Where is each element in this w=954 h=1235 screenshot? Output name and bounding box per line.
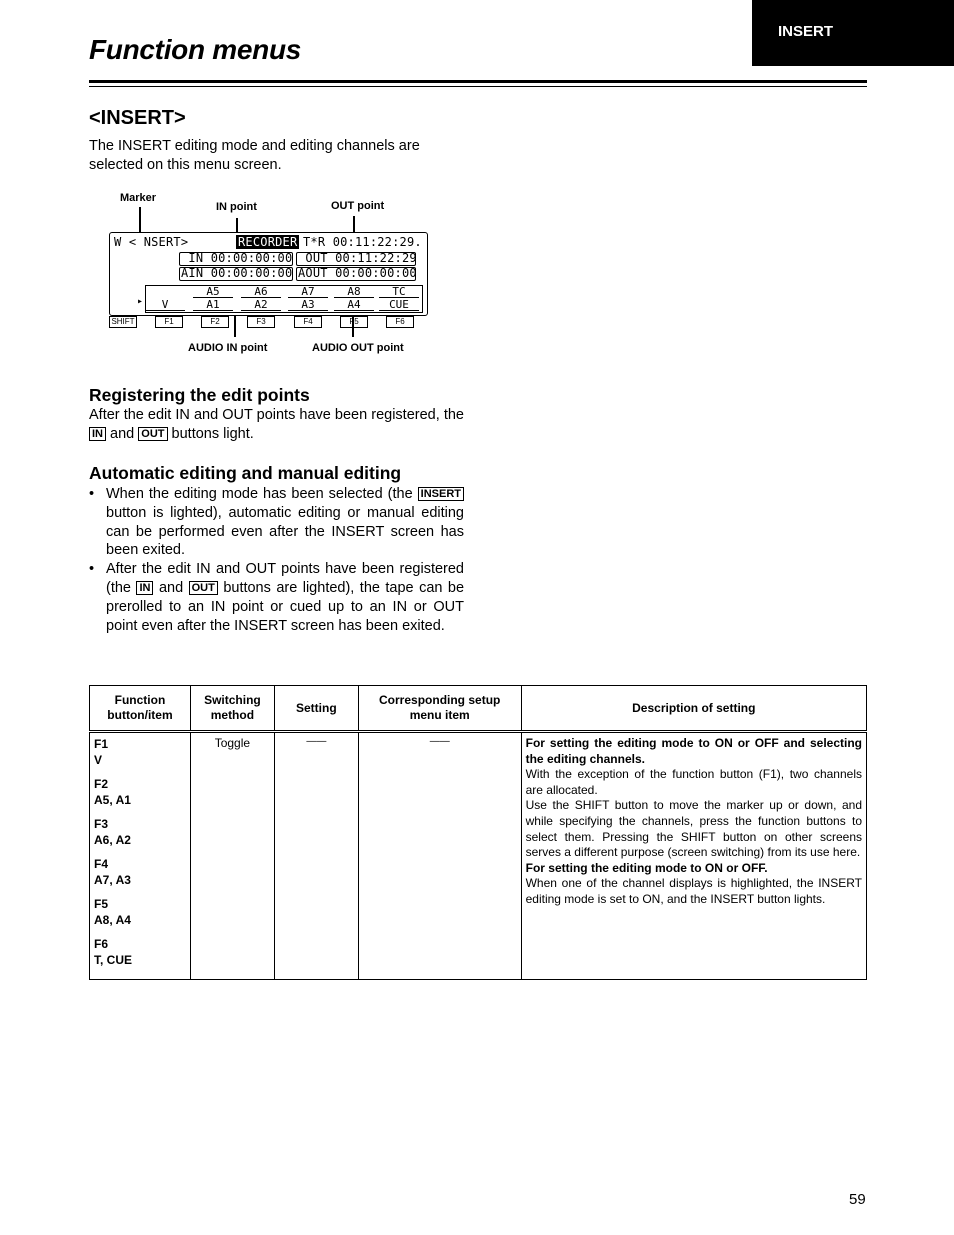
f3-key[interactable]: F3	[247, 316, 275, 328]
bullet-item	[89, 485, 464, 560]
description-cell	[521, 732, 866, 980]
function-channel: A6, A2	[94, 833, 131, 847]
bullet2-and: and	[158, 579, 184, 596]
function-channel: V	[94, 753, 103, 767]
function-channel: T, CUE	[94, 953, 133, 967]
bullet-item	[89, 560, 464, 635]
desc-p2: Use the SHIFT button to move the marker up or down, and while specifying the channels, press the function buttons to select them. Pressing the SHIFT button on other screens serves a different purpose (screen switching) from its use here.	[525, 798, 862, 860]
section-title: <INSERT>	[89, 107, 186, 129]
function-item	[94, 936, 186, 968]
switching-cell: Toggle	[190, 732, 274, 980]
registering-and: and	[110, 426, 135, 442]
function-channel: A5, A1	[94, 793, 131, 807]
in-button-label: IN	[89, 427, 106, 441]
f1-key[interactable]: F1	[155, 316, 183, 328]
function-item	[94, 856, 186, 888]
automatic-bullets	[89, 485, 464, 635]
f4-key[interactable]: F4	[294, 316, 322, 328]
function-key: F1	[94, 737, 109, 751]
table-row	[90, 732, 867, 980]
automatic-heading: Automatic editing and manual editing	[89, 463, 402, 483]
setting-cell	[274, 732, 358, 980]
lcd-screen	[109, 232, 428, 316]
marker-glyph: ▸	[137, 296, 144, 307]
in-point-label: IN point	[216, 201, 257, 213]
out-button-label: OUT	[189, 581, 218, 595]
f5-key[interactable]: F5	[340, 316, 368, 328]
shift-key[interactable]: SHIFT	[109, 316, 137, 328]
registering-text	[89, 406, 464, 444]
in-button-label: IN	[136, 581, 153, 595]
out-point-label: OUT point	[331, 200, 385, 212]
page-number: 59	[849, 1191, 866, 1208]
channel-bottom-6: CUE	[379, 299, 419, 311]
channel-top-3: A6	[241, 286, 281, 298]
registering-heading: Registering the edit points	[89, 385, 310, 405]
desc-p1: With the exception of the function button (F1), two channels are allocated.	[525, 767, 862, 797]
f2-key[interactable]: F2	[201, 316, 229, 328]
channel-bottom-5: A4	[334, 299, 374, 311]
section-tab-label: INSERT	[778, 23, 834, 40]
bullet1-after: button is lighted), automatic editing or manual editing can be performed even after the INSERT screen has been exited.	[106, 504, 464, 559]
bullet1-before: When the editing mode has been selected (the	[106, 486, 413, 502]
channel-bottom-3: A2	[241, 299, 281, 311]
function-key: F2	[94, 777, 109, 791]
registering-text-after: buttons light.	[171, 426, 254, 442]
in-point-value: IN 00:00:00:00	[181, 251, 293, 265]
screen-mode-text: W < NSERT>	[114, 235, 189, 249]
out-button-label: OUT	[138, 427, 167, 441]
intro-text: The INSERT editing mode and editing channels are selected on this menu screen.	[89, 138, 420, 173]
col-header-setting: Setting	[274, 686, 358, 732]
channel-bottom-1: V	[145, 299, 185, 311]
function-table	[89, 685, 867, 980]
setup-item-dash: ——	[429, 736, 450, 747]
marker-label: Marker	[120, 192, 157, 204]
function-item	[94, 776, 186, 808]
function-channel: A8, A4	[94, 913, 131, 927]
channel-top-2: A5	[193, 286, 233, 298]
recorder-timecode: T*R 00:11:22:29.	[303, 235, 422, 249]
col-header-description: Description of setting	[521, 686, 866, 732]
channel-bottom-4: A3	[288, 299, 328, 311]
function-items-cell	[90, 732, 191, 980]
function-item	[94, 896, 186, 928]
bullet-dot: •	[89, 486, 95, 502]
setting-dash: ——	[306, 736, 327, 747]
registering-text-before: After the edit IN and OUT points have been registered, the	[89, 407, 464, 423]
insert-button-label: INSERT	[418, 487, 464, 501]
bullet2-before: After the edit IN and OUT points have been registered (the	[106, 561, 464, 596]
function-key: F4	[94, 857, 109, 871]
audio-in-point-label: AUDIO IN point	[188, 342, 268, 354]
channel-top-5: A8	[334, 286, 374, 298]
recorder-indicator: RECORDER	[238, 235, 298, 249]
desc-bold-2: For setting the editing mode to ON or OFF.	[525, 860, 768, 875]
function-item	[94, 736, 186, 768]
table-header-row	[90, 686, 867, 732]
function-item	[94, 816, 186, 848]
col-header-setup-item: Corresponding setup menu item	[358, 686, 521, 732]
function-key: F6	[94, 937, 109, 951]
title-rule-thin	[89, 86, 867, 87]
audio-in-value: AIN 00:00:00:00	[181, 266, 293, 280]
title-rule	[89, 80, 867, 83]
audio-out-value: AOUT 00:00:00:00	[298, 266, 417, 280]
channel-bottom-2: A1	[193, 299, 233, 311]
f6-key[interactable]: F6	[386, 316, 414, 328]
setup-item-cell	[358, 732, 521, 980]
col-header-switching: Switching method	[190, 686, 274, 732]
desc-p3: When one of the channel displays is highlighted, the INSERT editing mode is set to ON, and the INSERT button lights.	[525, 876, 862, 906]
function-key: F5	[94, 897, 109, 911]
function-key: F3	[94, 817, 109, 831]
bullet-dot: •	[89, 561, 95, 578]
function-channel: A7, A3	[94, 873, 131, 887]
audio-out-point-label: AUDIO OUT point	[312, 342, 404, 354]
desc-bold-1: For setting the editing mode to ON or OFF and selecting the editing channels.	[525, 736, 862, 766]
page-title: Function menus	[89, 34, 302, 65]
section-tab	[752, 0, 954, 66]
channel-top-6: TC	[379, 286, 419, 298]
channel-top-4: A7	[288, 286, 328, 298]
bullet2-after: buttons are lighted), the tape can be prerolled to an IN point or cued up to an IN or OUT point even after the INSERT screen has been exited.	[106, 579, 465, 634]
col-header-function: Function button/item	[90, 686, 191, 732]
out-point-value: OUT 00:11:22:29	[298, 251, 417, 265]
